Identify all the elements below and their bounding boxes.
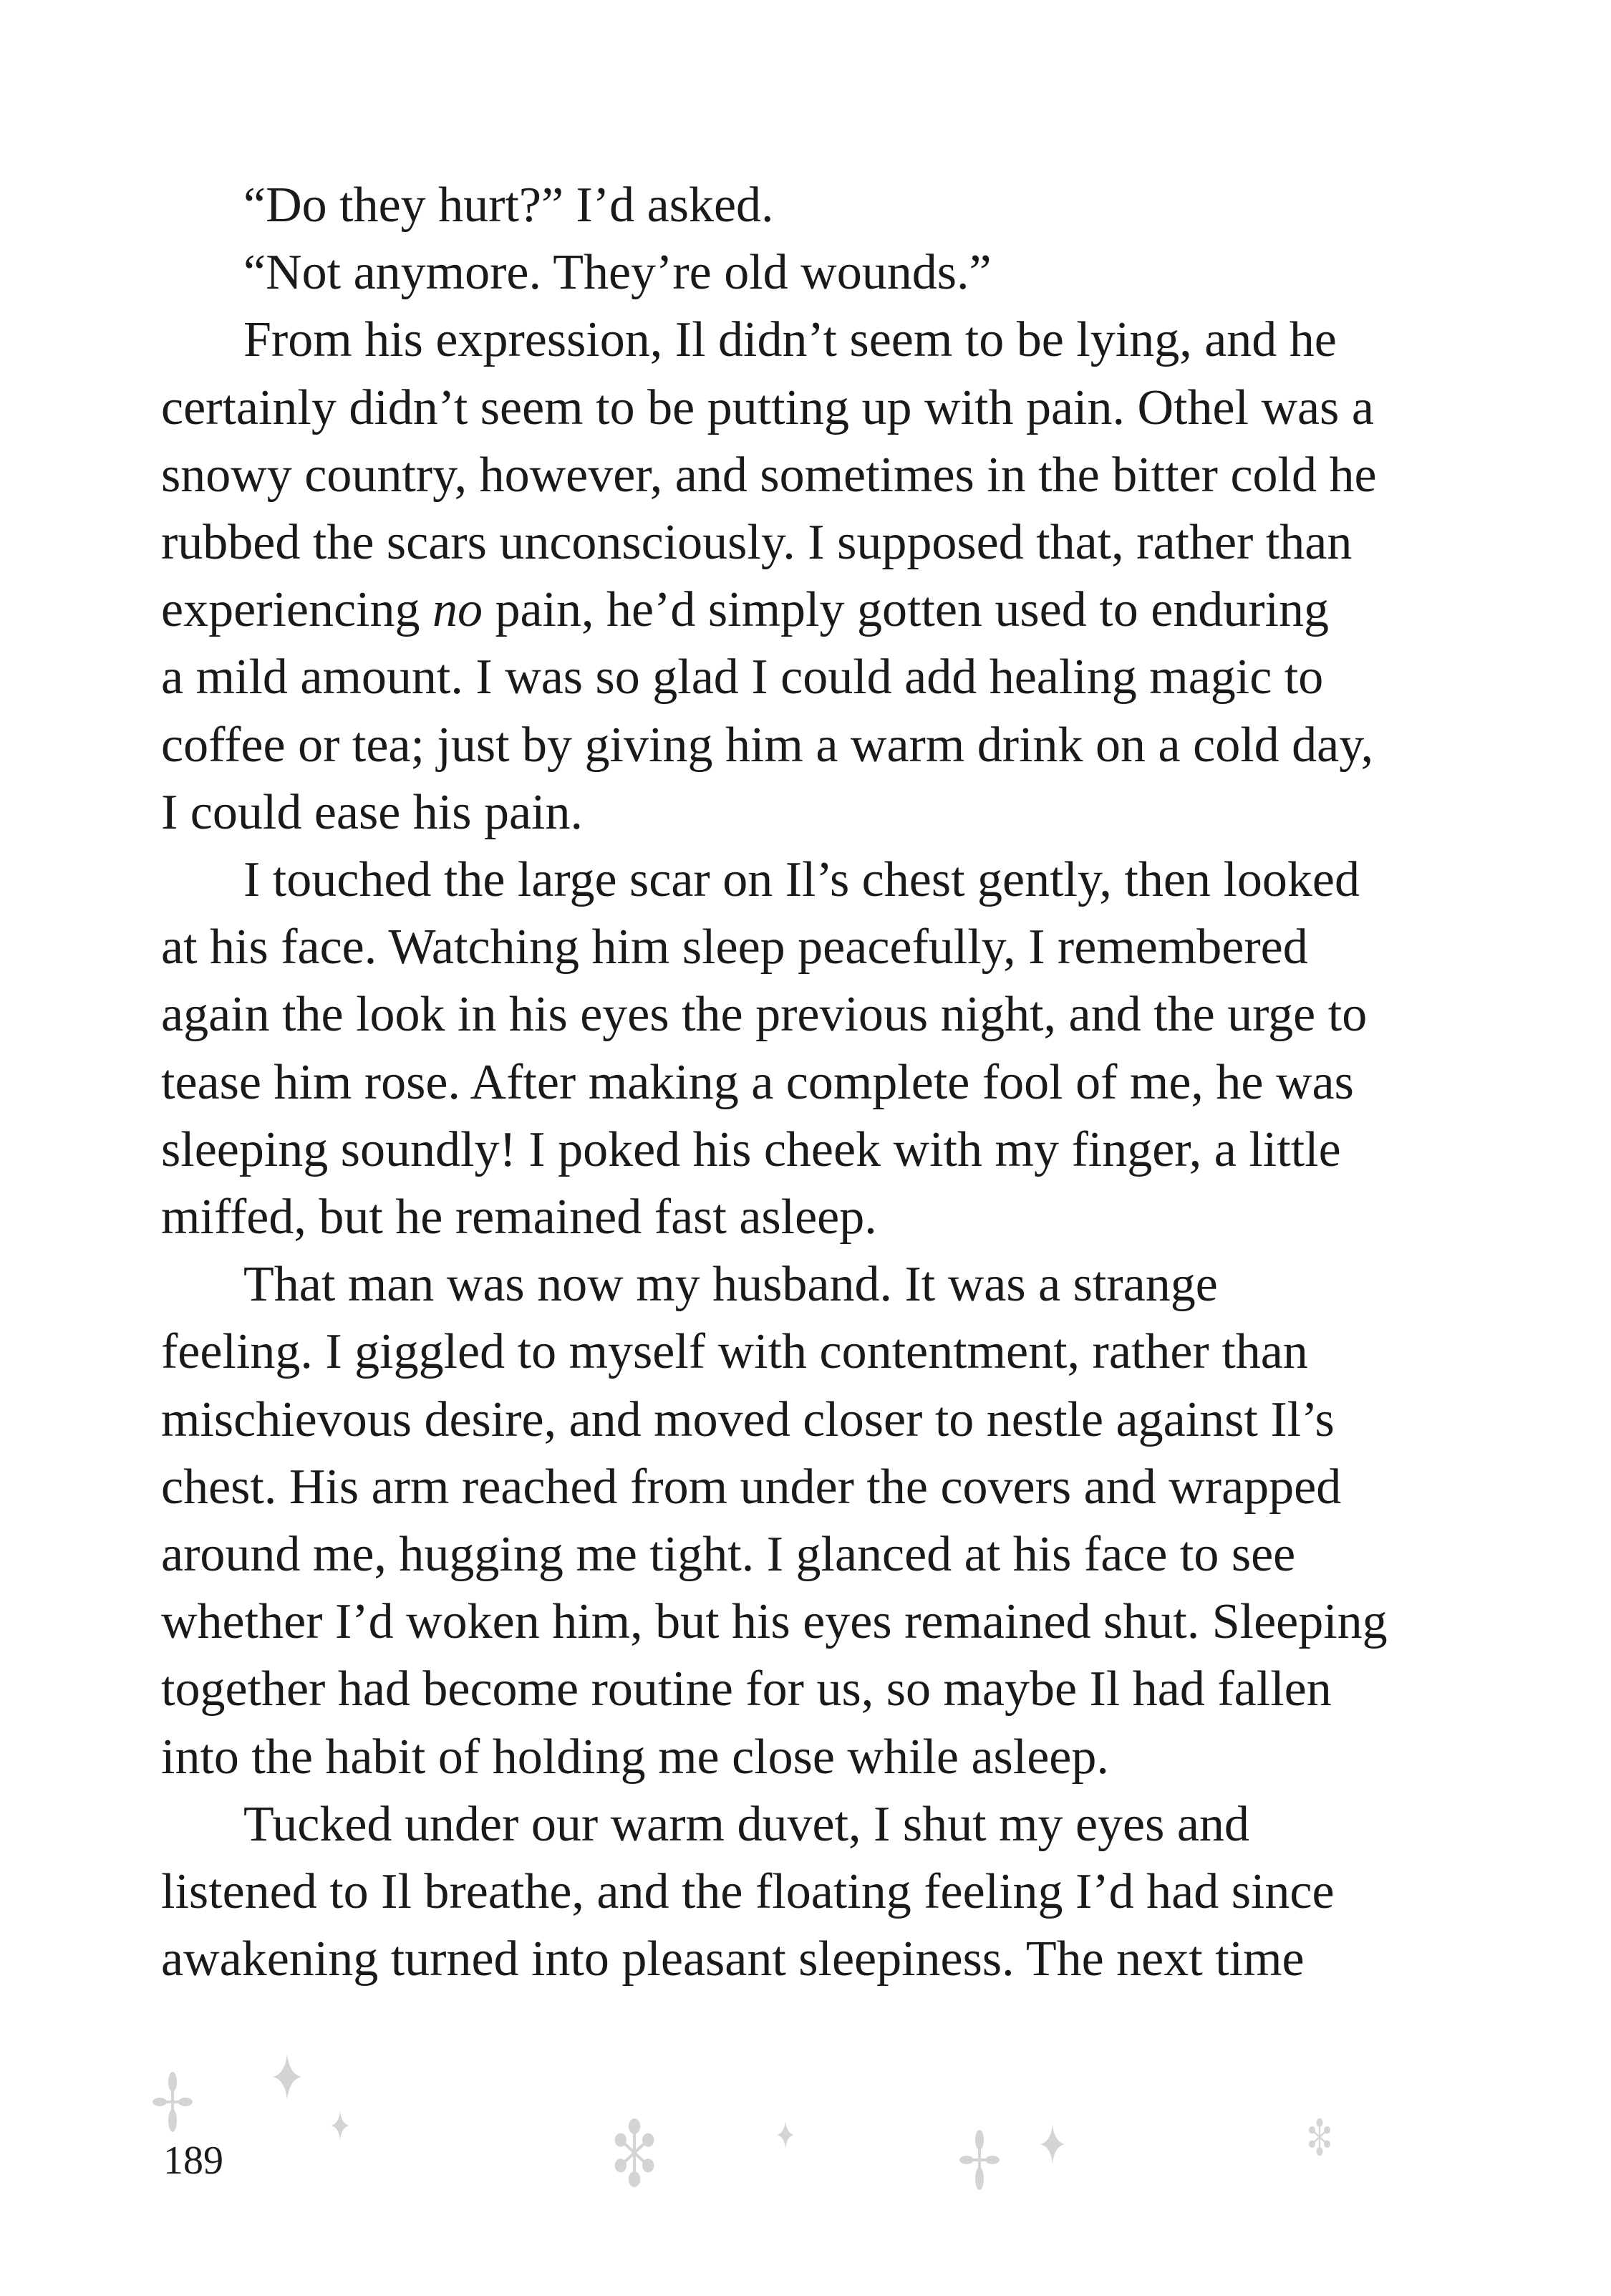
- text-line: at his face. Watching him sleep peacefully, I remembered: [161, 920, 1308, 975]
- text-line: I could ease his pain.: [161, 784, 583, 840]
- cross-flower-icon: [153, 2072, 193, 2132]
- text-line: That man was now my husband. It was a strange: [243, 1257, 1218, 1313]
- text-line: awakening turned into pleasant sleepiness. The next time: [161, 1931, 1305, 1987]
- sparkle-small-icon: [331, 2111, 349, 2140]
- text-line: feeling. I giggled to myself with contentment, rather than: [161, 1324, 1308, 1380]
- text-segment: experiencing: [161, 582, 432, 638]
- text-line: tease him rose. After making a complete fool of me, he was: [161, 1054, 1354, 1110]
- sparkle-icon: [273, 2054, 301, 2100]
- sparkle-icon: [1040, 2124, 1065, 2164]
- emphasis-text: no: [432, 582, 483, 638]
- text-line: whether I’d woken him, but his eyes remained shut. Sleeping: [161, 1594, 1388, 1650]
- sparkle-small-icon: [777, 2121, 794, 2148]
- snowflake-icon: [613, 2118, 656, 2187]
- page-number: 189: [163, 2138, 223, 2183]
- cross-flower-icon: [959, 2129, 1000, 2191]
- text-line: again the look in his eyes the previous night, and the urge to: [161, 987, 1368, 1043]
- text-line: coffee or tea; just by giving him a warm drink on a cold day,: [161, 717, 1374, 773]
- text-line: “Do they hurt?” I’d asked.: [243, 178, 774, 233]
- text-line: listened to Il breathe, and the floating feeling I’d had since: [161, 1864, 1335, 1920]
- text-line: From his expression, Il didn’t seem to be lying, and he: [243, 312, 1337, 368]
- text-line: around me, hugging me tight. I glanced at his face to see: [161, 1527, 1296, 1583]
- text-line: snowy country, however, and sometimes in the bitter cold he: [161, 447, 1377, 503]
- text-line: mischievous desire, and moved closer to nestle against Il’s: [161, 1391, 1335, 1447]
- text-line: chest. His arm reached from under the covers and wrapped: [161, 1459, 1342, 1515]
- text-line: together had become routine for us, so maybe Il had fallen: [161, 1661, 1332, 1717]
- text-segment: pain, he’d simply gotten used to enduring: [482, 582, 1330, 638]
- text-line: “Not anymore. They’re old wounds.”: [243, 245, 992, 301]
- text-line: Tucked under our warm duvet, I shut my eyes and: [243, 1796, 1249, 1852]
- text-line: miffed, but he remained fast asleep.: [161, 1190, 877, 1245]
- text-line: rubbed the scars unconsciously. I supposed that, rather than: [161, 515, 1353, 571]
- text-line: I touched the large scar on Il’s chest gently, then looked: [243, 852, 1360, 908]
- text-line: into the habit of holding me close while asleep.: [161, 1729, 1109, 1785]
- text-line: certainly didn’t seem to be putting up with pain. Othel was a: [161, 380, 1374, 435]
- text-line: [161, 577, 1436, 644]
- text-line: sleeping soundly! I poked his cheek with my finger, a little: [161, 1122, 1341, 1177]
- text-line: a mild amount. I was so glad I could add healing magic to: [161, 650, 1324, 705]
- snowflake-icon: [1309, 2116, 1330, 2158]
- body-text: [161, 172, 1436, 1993]
